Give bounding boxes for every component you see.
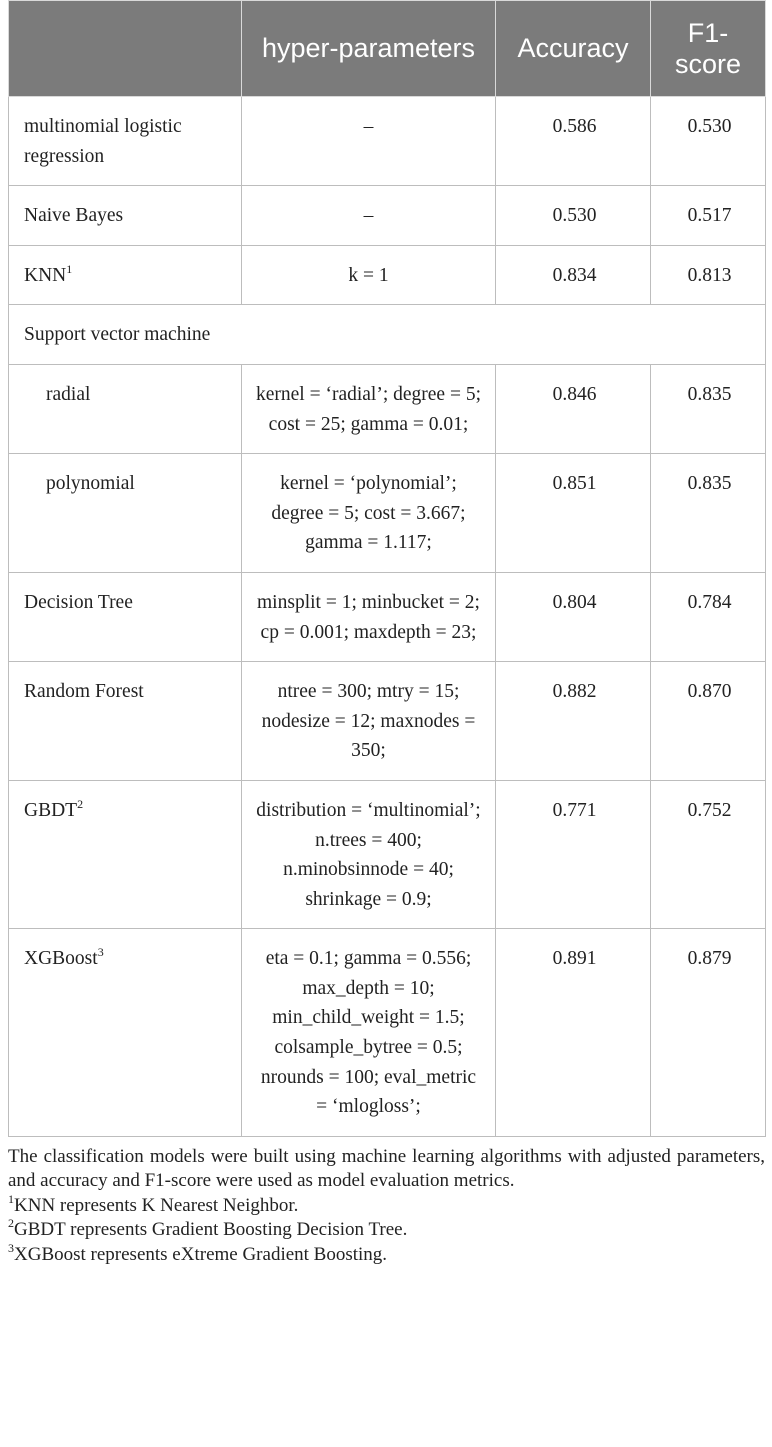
accuracy-cell: 0.851 bbox=[496, 454, 651, 573]
footnote-3 bbox=[8, 1240, 765, 1268]
header-model bbox=[9, 1, 242, 97]
f1-score-cell: 0.517 bbox=[651, 186, 766, 246]
table-row bbox=[9, 97, 766, 186]
hyperparameters-cell: k = 1 bbox=[242, 245, 496, 305]
footnote-1 bbox=[8, 1191, 765, 1219]
model-name bbox=[9, 454, 242, 573]
accuracy-cell: 0.804 bbox=[496, 572, 651, 661]
results-table-container bbox=[8, 0, 765, 1267]
model-name bbox=[9, 572, 242, 661]
table-row bbox=[9, 662, 766, 781]
header-f1-score: F1-score bbox=[651, 1, 766, 97]
f1-score-cell: 0.784 bbox=[651, 572, 766, 661]
accuracy-cell: 0.586 bbox=[496, 97, 651, 186]
footnote-2 bbox=[8, 1218, 765, 1243]
accuracy-cell: 0.530 bbox=[496, 186, 651, 246]
model-name-text: Random Forest bbox=[24, 681, 144, 703]
accuracy-cell: 0.882 bbox=[496, 662, 651, 781]
f1-score-cell: 0.879 bbox=[651, 929, 766, 1137]
hyperparameters-cell: kernel = ‘radial’; degree = 5; cost = 25; gamma = 0.01; bbox=[242, 364, 496, 453]
model-name bbox=[9, 364, 242, 453]
footnote-marker: 1 bbox=[66, 261, 73, 276]
model-name-text: GBDT bbox=[24, 799, 78, 821]
model-name bbox=[9, 186, 242, 246]
hyperparameters-cell: minsplit = 1; minbucket = 2; cp = 0.001; maxdepth = 23; bbox=[242, 572, 496, 661]
table-row bbox=[9, 929, 766, 1137]
footnote-marker: 2 bbox=[77, 796, 84, 811]
hyperparameters-cell: eta = 0.1; gamma = 0.556; max_depth = 10; min_child_weight = 1.5; colsample_bytree = 0.5; nrounds = 100; eval_metric = ‘mlogloss’; bbox=[242, 929, 496, 1137]
f1-score-cell: 0.870 bbox=[651, 662, 766, 781]
group-label-svm: Support vector machine bbox=[9, 305, 766, 365]
table-row bbox=[9, 454, 766, 573]
model-name-text: Decision Tree bbox=[24, 591, 133, 613]
table-group-row bbox=[9, 305, 766, 365]
hyperparameters-cell: distribution = ‘multinomial’; n.trees = 400; n.minobsinnode = 40; shrinkage = 0.9; bbox=[242, 780, 496, 928]
footnote-1-text: KNN represents K Nearest Neighbor. bbox=[14, 1194, 299, 1216]
f1-score-cell: 0.752 bbox=[651, 780, 766, 928]
model-name-text: multinomial logistic regression bbox=[24, 116, 182, 167]
table-row bbox=[9, 245, 766, 305]
accuracy-cell: 0.846 bbox=[496, 364, 651, 453]
model-name-text: XGBoost bbox=[24, 948, 98, 970]
table-notes bbox=[8, 1145, 765, 1268]
model-name bbox=[9, 245, 242, 305]
accuracy-cell: 0.771 bbox=[496, 780, 651, 928]
model-name bbox=[9, 97, 242, 186]
model-name bbox=[9, 929, 242, 1137]
table-header-row bbox=[9, 1, 766, 97]
footnote-mark-2: 2 bbox=[8, 1216, 14, 1231]
table-row bbox=[9, 572, 766, 661]
footnote-2-text: GBDT represents Gradient Boosting Decision Tree. bbox=[14, 1219, 408, 1241]
table-caption-note: The classification models were built using machine learning algorithms with adjusted parameters, and accuracy and F1-score were used as model evaluation metrics. bbox=[8, 1145, 765, 1192]
header-hyperparameters: hyper-parameters bbox=[242, 1, 496, 97]
hyperparameters-cell: kernel = ‘polynomial’; degree = 5; cost = 3.667; gamma = 1.117; bbox=[242, 454, 496, 573]
model-name-text: polynomial bbox=[46, 473, 135, 495]
table-row bbox=[9, 186, 766, 246]
footnote-mark-1: 1 bbox=[8, 1191, 14, 1206]
table-row bbox=[9, 780, 766, 928]
footnote-3-text: XGBoost represents eXtreme Gradient Boosting. bbox=[14, 1243, 388, 1265]
model-name-text: radial bbox=[46, 383, 91, 405]
hyperparameters-cell: – bbox=[242, 186, 496, 246]
footnote-mark-3: 3 bbox=[8, 1240, 14, 1255]
accuracy-cell: 0.834 bbox=[496, 245, 651, 305]
hyperparameters-cell: ntree = 300; mtry = 15; nodesize = 12; maxnodes = 350; bbox=[242, 662, 496, 781]
f1-score-cell: 0.530 bbox=[651, 97, 766, 186]
model-performance-table bbox=[8, 0, 766, 1137]
model-name-text: KNN bbox=[24, 264, 67, 286]
model-name bbox=[9, 780, 242, 928]
header-accuracy: Accuracy bbox=[496, 1, 651, 97]
footnote-marker: 3 bbox=[97, 945, 104, 960]
model-name-text: Naive Bayes bbox=[24, 205, 124, 227]
f1-score-cell: 0.835 bbox=[651, 364, 766, 453]
model-name bbox=[9, 662, 242, 781]
f1-score-cell: 0.835 bbox=[651, 454, 766, 573]
f1-score-cell: 0.813 bbox=[651, 245, 766, 305]
table-row bbox=[9, 364, 766, 453]
accuracy-cell: 0.891 bbox=[496, 929, 651, 1137]
hyperparameters-cell: – bbox=[242, 97, 496, 186]
